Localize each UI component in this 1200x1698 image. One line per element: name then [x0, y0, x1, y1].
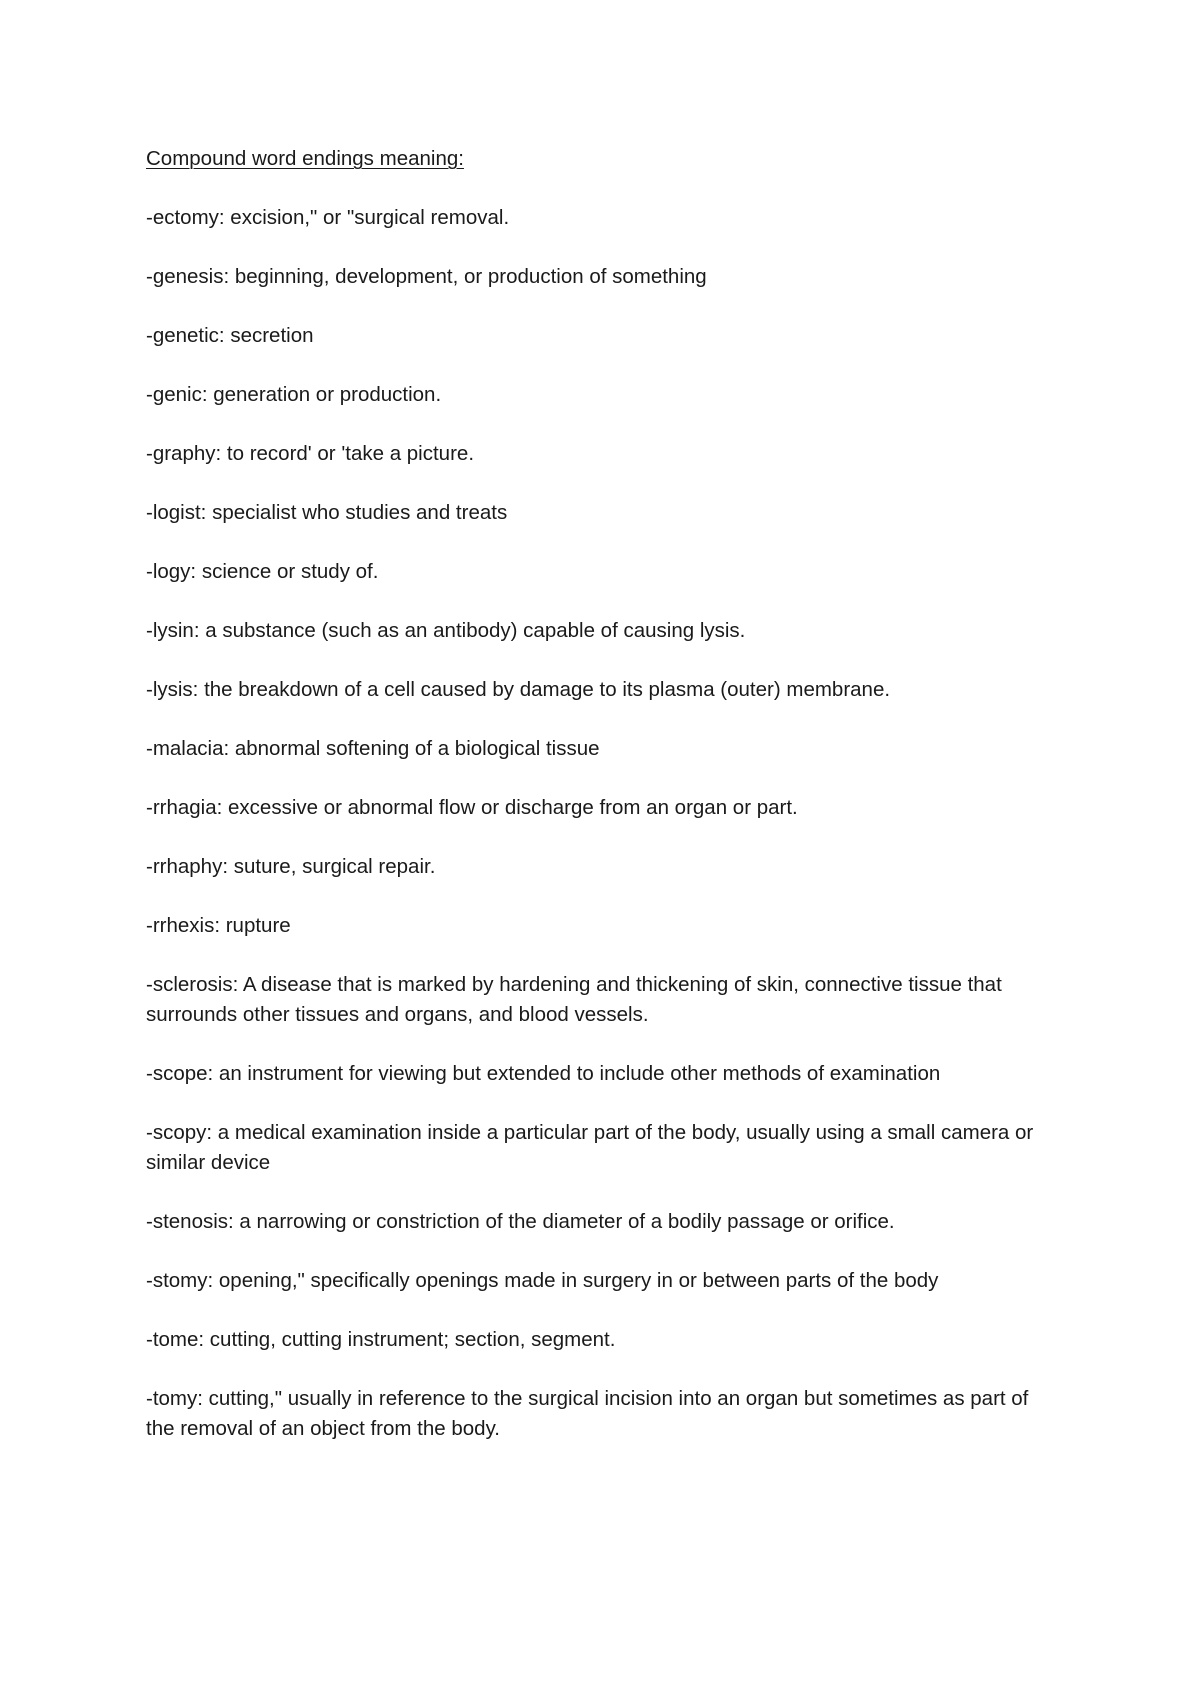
entry-rrhaphy: -rrhaphy: suture, surgical repair.	[146, 855, 436, 878]
document-heading: Compound word endings meaning:	[146, 147, 464, 170]
entry-graphy: -graphy: to record' or 'take a picture.	[146, 442, 475, 465]
entry-logy: -logy: science or study of.	[146, 560, 379, 583]
entry-sclerosis: -sclerosis: A disease that is marked by hardening and thickening of skin, connective tissue that surrounds other tissues and organs, and blood vessels.	[146, 973, 1002, 1026]
entry-malacia: -malacia: abnormal softening of a biological tissue	[146, 737, 600, 760]
entry-ectomy: -ectomy: excision," or "surgical removal.	[146, 206, 510, 229]
entry-rrhexis: -rrhexis: rupture	[146, 914, 291, 937]
entry-tome: -tome: cutting, cutting instrument; section, segment.	[146, 1328, 616, 1351]
entry-rrhagia: -rrhagia: excessive or abnormal flow or discharge from an organ or part.	[146, 796, 798, 819]
entry-genesis: -genesis: beginning, development, or production of something	[146, 265, 707, 288]
entry-stenosis: -stenosis: a narrowing or constriction of the diameter of a bodily passage or orifice.	[146, 1210, 895, 1233]
entry-logist: -logist: specialist who studies and treats	[146, 501, 508, 524]
document-body	[146, 144, 1046, 1444]
entry-tomy: -tomy: cutting," usually in reference to the surgical incision into an organ but sometimes as part of the removal of an object from the body.	[146, 1387, 1029, 1440]
entry-scopy: -scopy: a medical examination inside a particular part of the body, usually using a small camera or similar device	[146, 1121, 1034, 1174]
entry-genic: -genic: generation or production.	[146, 383, 442, 406]
entry-lysin: -lysin: a substance (such as an antibody) capable of causing lysis.	[146, 619, 746, 642]
entry-genetic: -genetic: secretion	[146, 324, 314, 347]
entry-stomy: -stomy: opening," specifically openings made in surgery in or between parts of the body	[146, 1269, 939, 1292]
entry-lysis: -lysis: the breakdown of a cell caused by damage to its plasma (outer) membrane.	[146, 678, 891, 701]
entry-scope: -scope: an instrument for viewing but extended to include other methods of examination	[146, 1062, 941, 1085]
